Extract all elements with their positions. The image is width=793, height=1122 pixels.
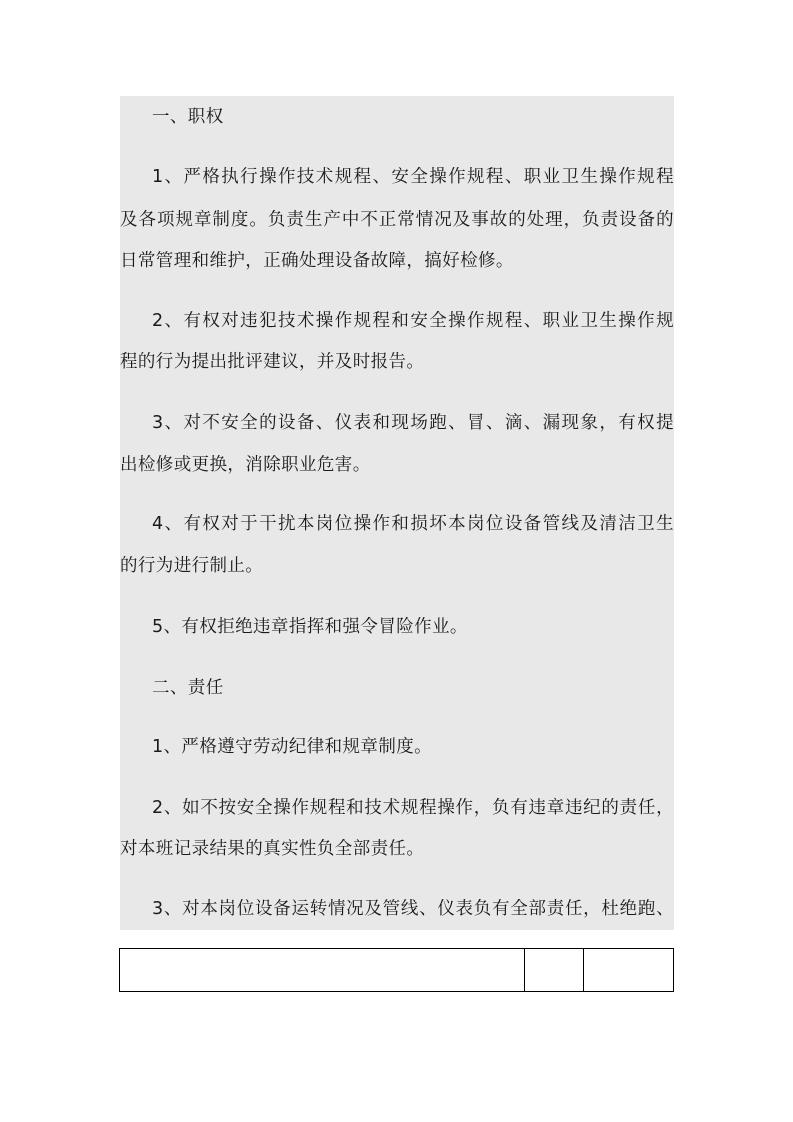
paragraph-line: 3、对本岗位设备运转情况及管线、仪表负有全部责任，杜绝跑、 [152, 899, 674, 919]
footer-cell [584, 949, 673, 991]
footer-cell [525, 949, 584, 991]
paragraph-line: 2、有权对违犯技术操作规程和安全操作规程、职业卫生操作规 [152, 311, 674, 331]
paragraph-line: 1、严格遵守劳动纪律和规章制度。 [152, 737, 433, 757]
paragraph-line: 3、对不安全的设备、仪表和现场跑、冒、滴、漏现象，有权提 [152, 413, 674, 433]
paragraph-line: 日常管理和维护，正确处理设备故障，搞好检修。 [120, 251, 514, 271]
paragraph-line: 5、有权拒绝违章指挥和强令冒险作业。 [152, 617, 468, 637]
paragraph-line: 4、有权对于干扰本岗位操作和损坏本岗位设备管线及清洁卫生 [152, 514, 674, 534]
paragraph-line: 出检修或更换，消除职业危害。 [120, 455, 371, 475]
paragraph-line: 程的行为提出批评建议，并及时报告。 [120, 352, 425, 372]
paragraph-line: 对本班记录结果的真实性负全部责任。 [120, 839, 425, 859]
paragraph-line: 的行为进行制止。 [120, 556, 264, 576]
footer-table [119, 948, 674, 992]
section-heading-responsibility: 二、责任 [152, 678, 224, 698]
paragraph-line: 2、如不按安全操作规程和技术规程操作，负有违章违纪的责任， [152, 798, 674, 818]
paragraph-line: 及各项规章制度。负责生产中不正常情况及事故的处理，负责设备的 [120, 210, 674, 230]
paragraph-line: 1、严格执行操作技术规程、安全操作规程、职业卫生操作规程 [152, 167, 674, 187]
section-heading-authority: 一、职权 [152, 107, 224, 127]
footer-cell [120, 949, 525, 991]
document-body [120, 96, 674, 930]
